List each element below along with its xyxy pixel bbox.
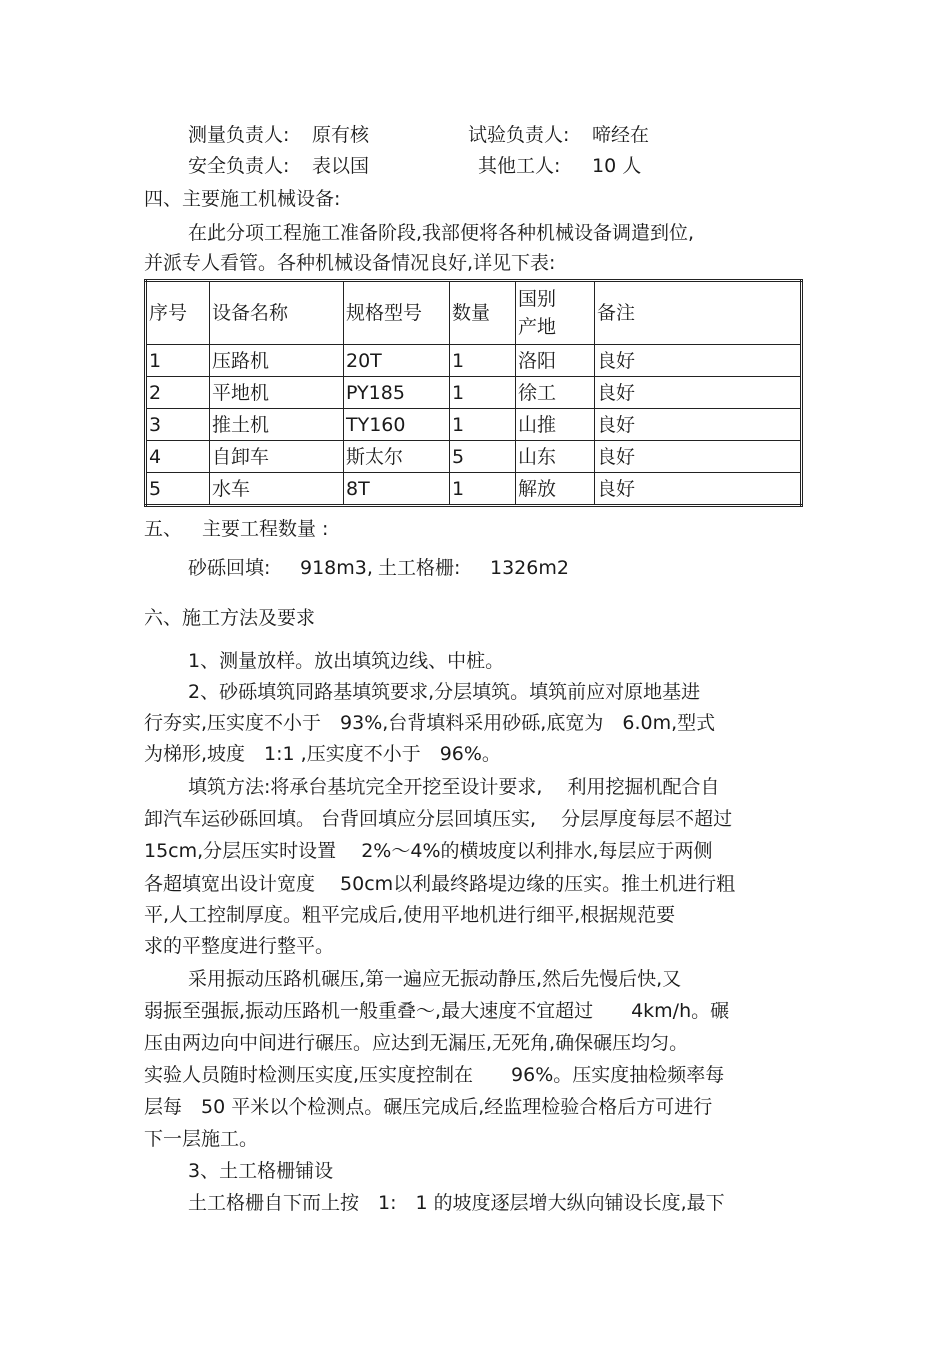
- table-row: [146, 473, 802, 506]
- section4-paragraph-line1: 在此分项工程施工准备阶段,我部便将各种机械设备调遣到位,: [188, 222, 695, 244]
- compaction-line: 实验人员随时检测压实度,压实度控制在 96%。压实度抽检频率每: [144, 1064, 725, 1086]
- survey-lead-name: 原有核: [312, 124, 370, 146]
- header-spec: 规格型号: [344, 281, 450, 345]
- cell-origin: 山推: [516, 409, 595, 441]
- fill-method-line: 填筑方法:将承台基坑完全开挖至设计要求, 利用挖掘机配合自: [188, 776, 720, 798]
- other-workers-value: 10 人: [592, 155, 642, 177]
- cell-origin: 徐工: [516, 377, 595, 409]
- item1-line: 1、测量放样。放出填筑边线、中桩。: [188, 650, 505, 672]
- cell-origin: 洛阳: [516, 345, 595, 377]
- cell-spec: PY185: [344, 377, 450, 409]
- other-workers-label: 其他工人:: [478, 155, 561, 177]
- cell-qty: 1: [450, 345, 516, 377]
- header-no: 序号: [146, 281, 210, 345]
- header-origin: [516, 281, 595, 345]
- cell-remark: 良好: [595, 473, 802, 506]
- header-remark: 备注: [595, 281, 802, 345]
- cell-spec: 斯太尔: [344, 441, 450, 473]
- item2-line: 行夯实,压实度不小于 93%,台背填料采用砂砾,底宽为 6.0m,型式: [144, 712, 716, 734]
- cell-qty: 5: [450, 441, 516, 473]
- table-row: [146, 441, 802, 473]
- table-row: [146, 345, 802, 377]
- cell-no: 4: [146, 441, 210, 473]
- section4-paragraph-line2: 并派专人看管。各种机械设备情况良好,详见下表:: [144, 252, 556, 274]
- section5-heading-number: 五、: [144, 518, 183, 540]
- compaction-line: 压由两边向中间进行碾压。应达到无漏压,无死角,确保碾压均匀。: [144, 1032, 689, 1054]
- survey-lead-label: 测量负责人:: [188, 124, 290, 146]
- compaction-line: 弱振至强振,振动压路机一般重叠～,最大速度不宜超过 4km/h。碾: [144, 1000, 730, 1022]
- item2-line: 为梯形,坡度 1:1 ,压实度不小于 96%。: [144, 743, 501, 765]
- cell-remark: 良好: [595, 409, 802, 441]
- cell-origin: 山东: [516, 441, 595, 473]
- cell-spec: TY160: [344, 409, 450, 441]
- cell-remark: 良好: [595, 345, 802, 377]
- cell-no: 2: [146, 377, 210, 409]
- cell-origin: 解放: [516, 473, 595, 506]
- cell-qty: 1: [450, 377, 516, 409]
- table-header-row: [146, 281, 802, 345]
- cell-name: 压路机: [210, 345, 344, 377]
- table-row: [146, 409, 802, 441]
- cell-name: 自卸车: [210, 441, 344, 473]
- header-origin-line1: 国别: [518, 288, 557, 310]
- safety-lead-name: 表以国: [312, 155, 370, 177]
- cell-qty: 1: [450, 409, 516, 441]
- fill-method-line: 卸汽车运砂砾回填。 台背回填应分层回填压实, 分层厚度每层不超过: [144, 808, 733, 830]
- geogrid-label: 土工格栅:: [378, 557, 461, 579]
- section6-heading: 六、施工方法及要求: [144, 607, 316, 629]
- cell-remark: 良好: [595, 441, 802, 473]
- fill-method-line: 各超填宽出设计宽度 50cm以利最终路堤边缘的压实。推土机进行粗: [144, 873, 736, 895]
- cell-qty: 1: [450, 473, 516, 506]
- cell-no: 5: [146, 473, 210, 506]
- safety-lead-label: 安全负责人:: [188, 155, 290, 177]
- cell-spec: 8T: [344, 473, 450, 506]
- equipment-table: [144, 279, 803, 507]
- test-lead-name: 啼经在: [592, 124, 650, 146]
- gravel-fill-value: 918m3,: [300, 557, 373, 579]
- table-row: [146, 377, 802, 409]
- item2-line: 2、砂砾填筑同路基填筑要求,分层填筑。填筑前应对原地基进: [188, 681, 701, 703]
- compaction-line: 层每 50 平米以个检测点。碾压完成后,经监理检验合格后方可进行: [144, 1096, 713, 1118]
- gravel-fill-label: 砂砾回填:: [188, 557, 271, 579]
- cell-no: 3: [146, 409, 210, 441]
- item3-heading: 3、土工格栅铺设: [188, 1160, 334, 1182]
- geogrid-value: 1326m2: [490, 557, 569, 579]
- cell-remark: 良好: [595, 377, 802, 409]
- item3-line: 土工格栅自下而上按 1: 1 的坡度逐层增大纵向铺设长度,最下: [188, 1192, 725, 1214]
- header-origin-line2: 产地: [518, 316, 557, 338]
- cell-no: 1: [146, 345, 210, 377]
- cell-spec: 20T: [344, 345, 450, 377]
- cell-name: 平地机: [210, 377, 344, 409]
- header-qty: 数量: [450, 281, 516, 345]
- section5-heading-text: 主要工程数量 :: [202, 518, 329, 540]
- compaction-line: 采用振动压路机碾压,第一遍应无振动静压,然后先慢后快,又: [188, 968, 682, 990]
- compaction-line: 下一层施工。: [144, 1128, 259, 1150]
- header-name: 设备名称: [210, 281, 344, 345]
- fill-method-line: 平,人工控制厚度。粗平完成后,使用平地机进行细平,根据规范要: [144, 904, 676, 926]
- cell-name: 推土机: [210, 409, 344, 441]
- fill-method-line: 15cm,分层压实时设置 2%～4%的横坡度以利排水,每层应于两侧: [144, 840, 713, 862]
- cell-name: 水车: [210, 473, 344, 506]
- test-lead-label: 试验负责人:: [468, 124, 570, 146]
- fill-method-line: 求的平整度进行整平。: [144, 935, 335, 957]
- section4-heading: 四、主要施工机械设备:: [144, 188, 341, 210]
